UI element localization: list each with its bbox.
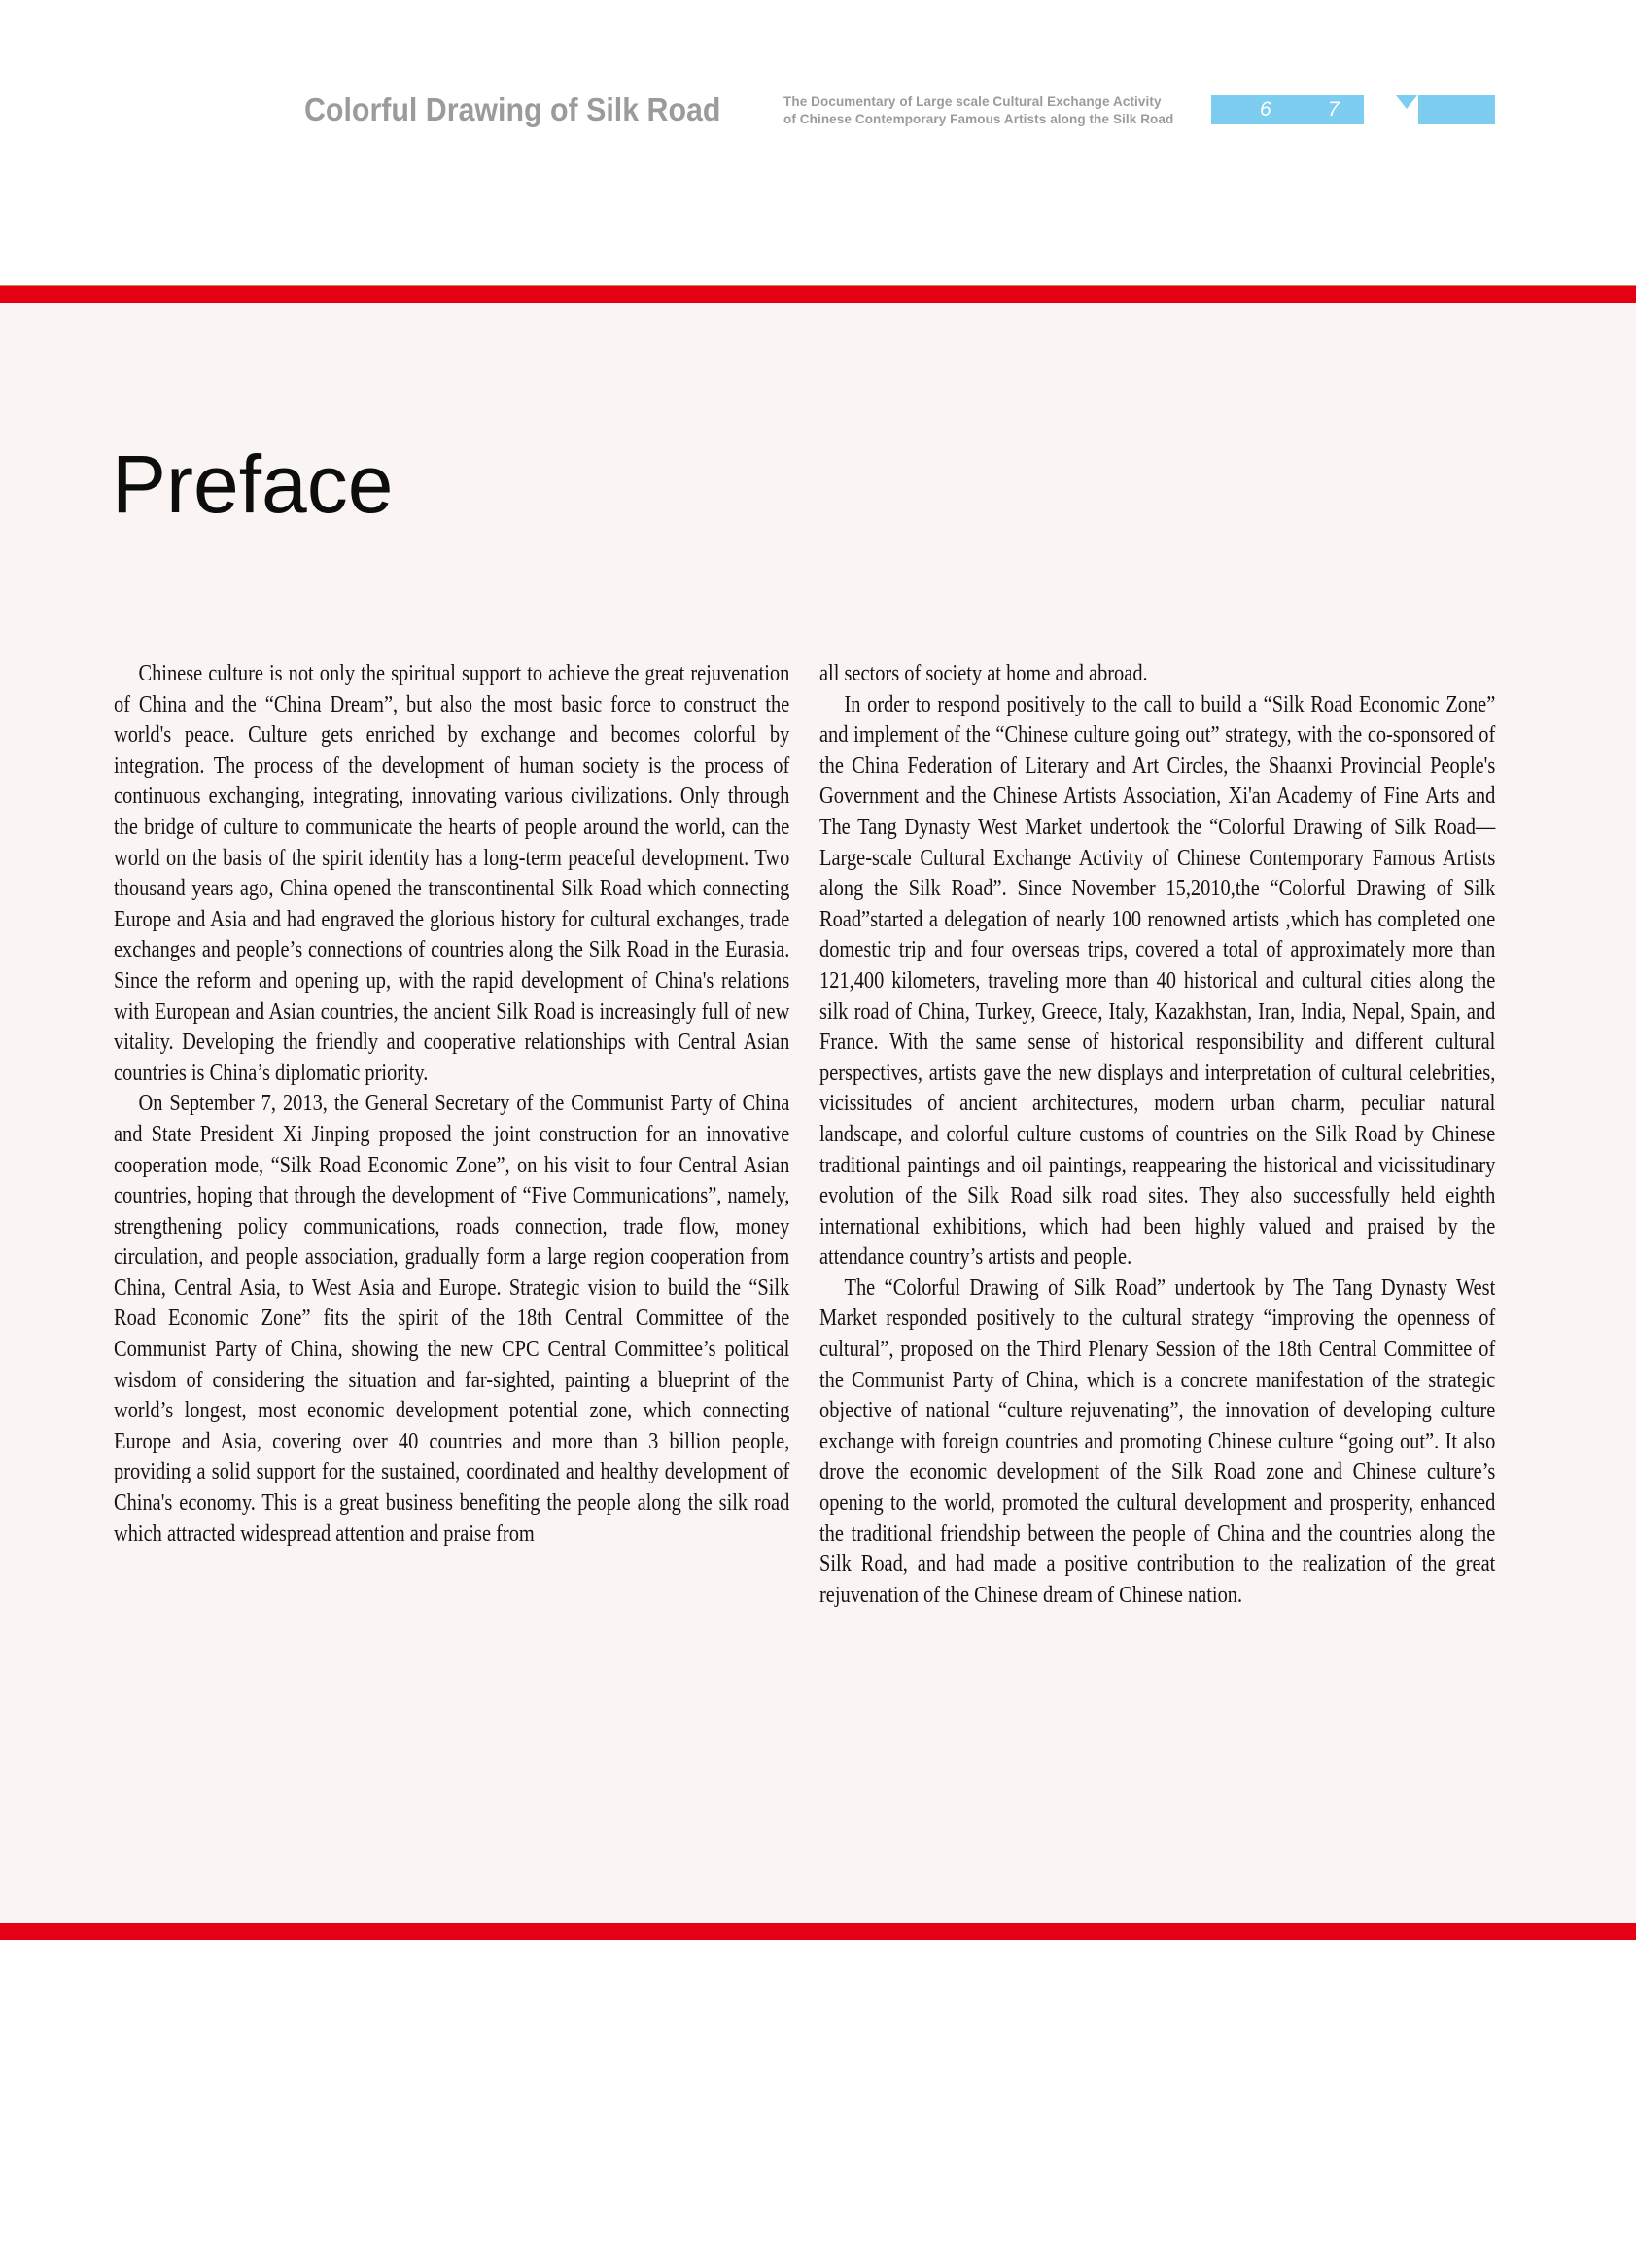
page-number-box xyxy=(1211,95,1364,124)
book-title: Colorful Drawing of Silk Road xyxy=(304,91,721,127)
paragraph: On September 7, 2013, the General Secretary of the Communist Party of China and State President Xi Jinping proposed the joint construction for an innovative cooperation mode, “Silk Road Economic Zone”, on his visit to four Central Asian countries, hoping that through the development of “Five Communications”, namely, strengthening policy communications, roads connection, trade flow, money circulation, and people association, gradually form a large region cooperation from China, Central Asia, to West Asia and Europe. Strategic vision to build the “Silk Road Economic Zone” fits the spirit of the 18th Central Committee of the Communist Party of China, showing the new CPC Central Committee’s political wisdom of considering the situation and far-sighted, painting a blueprint of the world’s longest, most economic development potential zone, which connecting Europe and Asia, covering over 40 countries and more than 3 billion people, providing a solid support for the sustained, coordinated and healthy development of China's economy. This is a great business benefiting the people along the silk road which attracted widespread attention and praise from xyxy=(114,1091,790,1547)
bottom-red-divider xyxy=(0,1923,1636,1940)
page-title: Preface xyxy=(112,438,394,530)
paragraph: In order to respond positively to the call to build a “Silk Road Economic Zone” and implement of the “Chinese culture going out” strategy, with the co-sponsored of the China Federation of Literary and Art Circles, the Shaanxi Provincial People's Government and the Chinese Artists Association, Xi'an Academy of Fine Arts and The Tang Dynasty West Market undertook the “Colorful Drawing of Silk Road—Large-scale Cultural Exchange Activity of Chinese Contemporary Famous Artists along the Silk Road”. Since November 15,2010,the “Colorful Drawing of Silk Road”started a delegation of nearly 100 renowned artists ,which has completed one domestic trip and four overseas trips, covered a total of approximately more than 121,400 kilometers, traveling more than 40 historical and cultural cities along the silk road of China, Turkey, Greece, Italy, Kazakhstan, Iran, India, Nepal, Spain, and France. With the same sense of historical responsibility and different cultural perspectives, artists gave the new displays and interpretation of cultural celebrities, vicissitudes of ancient architectures, modern urban charm, peculiar natural landscape, and colorful culture customs of countries on the Silk Road by Chinese traditional paintings and oil paintings, reappearing the historical and vicissitudinary evolution of the Silk Road silk road sites. They also successfully held eighth international exhibitions, which had been highly valued and praised by the attendance country’s artists and people. xyxy=(819,691,1496,1271)
paragraph: Chinese culture is not only the spiritual support to achieve the great rejuvenation of China and the “China Dream”, but also the most basic force to construct the world's peace. Culture gets enriched by exchange and becomes colorful by integration. The process of the development of human society is the process of continuous exchanging, integrating, innovating various civilizations. Only through the bridge of culture to communicate the hearts of people around the world, can the world on the basis of the spirit identity has a long-term peaceful development. Two thousand years ago, China opened the transcontinental Silk Road which connecting Europe and Asia and had engraved the glorious history for cultural exchanges, trade exchanges and people’s connections of countries along the Silk Road in the Eurasia. Since the reform and opening up, with the rapid development of China's relations with European and Asian countries, the ancient Silk Road is increasingly full of new vitality. Developing the friendly and cooperative relationships with Central Asian countries is China’s diplomatic priority. xyxy=(114,661,790,1086)
down-triangle-icon xyxy=(1396,95,1417,109)
corner-tab xyxy=(1418,95,1495,124)
page-number-left: 6 xyxy=(1260,98,1271,121)
top-red-divider xyxy=(0,285,1636,303)
book-subtitle-line-1: The Documentary of Large scale Cultural Exchange Activity xyxy=(783,94,1162,109)
book-subtitle xyxy=(783,93,1173,127)
book-subtitle-line-2: of Chinese Contemporary Famous Artists along the Silk Road xyxy=(783,111,1174,126)
page-number-right: 7 xyxy=(1328,98,1340,121)
left-text-column xyxy=(114,659,789,1550)
paragraph: all sectors of society at home and abroad. xyxy=(819,661,1148,686)
paragraph: The “Colorful Drawing of Silk Road” undertook by The Tang Dynasty West Market responded positively to the cultural strategy “improving the openness of cultural”, proposed on the Third Plenary Session of the 18th Central Committee of the Communist Party of China, which is a concrete manifestation of the strategic objective of national “culture rejuvenating”, the innovation of developing culture exchange with foreign countries and promoting Chinese culture “going out”. It also drove the economic development of the Silk Road zone and Chinese culture’s opening to the world, promoted the cultural development and prosperity, enhanced the traditional friendship between the people of China and the countries along the Silk Road, and had made a positive contribution to the realization of the great rejuvenation of the Chinese dream of Chinese nation. xyxy=(819,1274,1496,1608)
right-text-column xyxy=(819,659,1495,1611)
